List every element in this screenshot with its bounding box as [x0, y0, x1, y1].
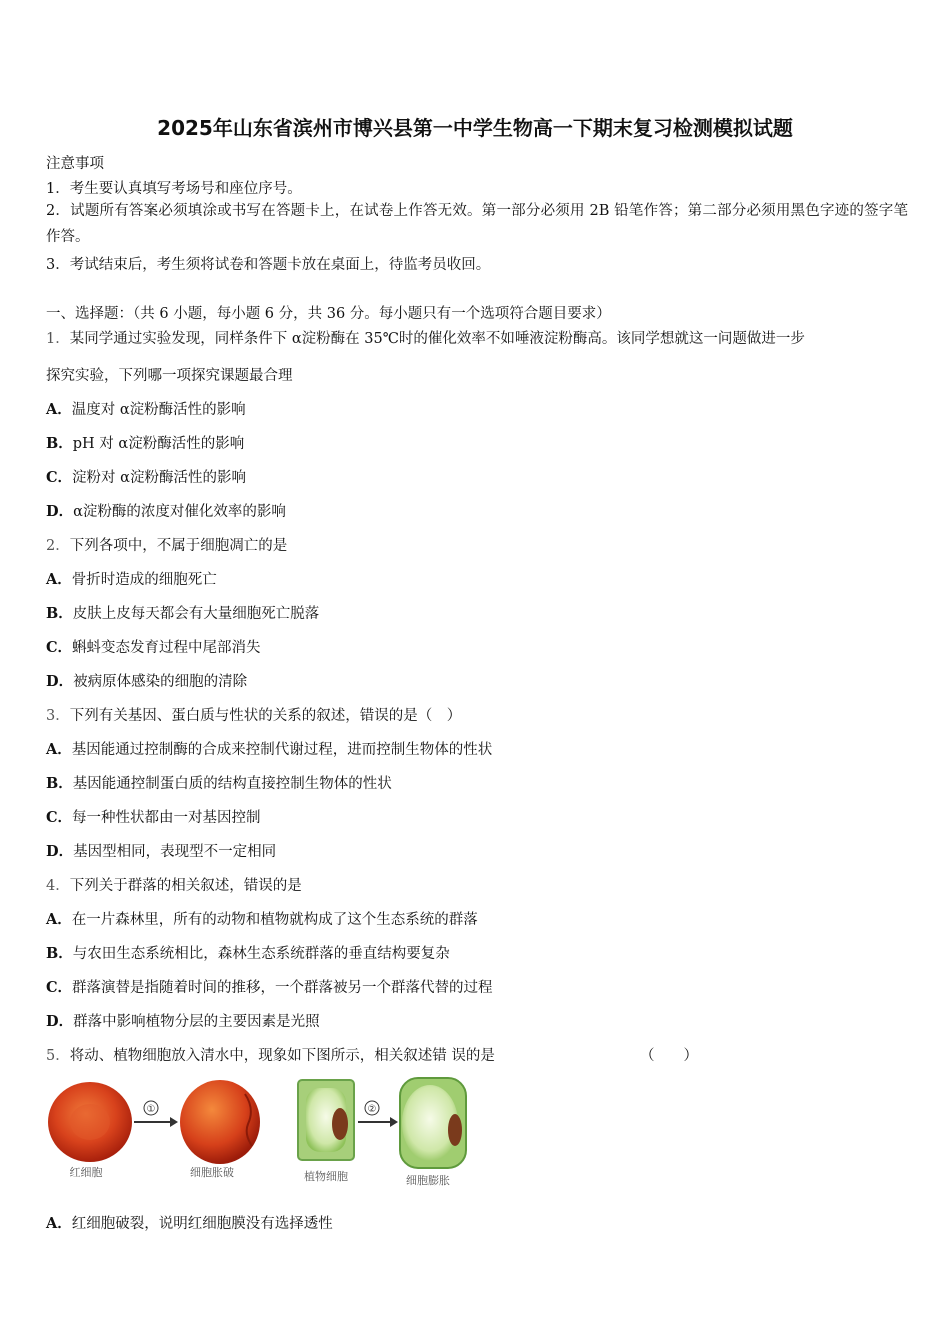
question-4-option-b — [46, 942, 450, 963]
red-blood-cell-icon — [48, 1082, 132, 1162]
arrow-2-icon — [358, 1101, 398, 1127]
cell-osmosis-figure — [40, 1074, 480, 1194]
option-letter: A． — [46, 1215, 72, 1232]
section-heading: 一、选择题：（共 6 小题，每小题 6 分，共 36 分。每小题只有一个选项符合题目要求） — [46, 306, 611, 322]
option-body: 基因型相同，表现型不一定相同 — [73, 844, 277, 860]
answer-bracket: （ ） — [640, 1048, 698, 1064]
notice-heading: 注意事项 — [46, 156, 104, 172]
option-body: α淀粉酶的浓度对催化效率的影响 — [73, 504, 286, 520]
question-3-option-d — [46, 840, 276, 861]
exam-title: 2025年山东省滨州市博兴县第一中学生物高一下期末复习检测模拟试题 — [157, 116, 793, 140]
label-plant-cell: 植物细胞 — [304, 1170, 348, 1183]
question-4-option-c — [46, 976, 493, 997]
question-text: 下列各项中，不属于细胞凋亡的是 — [69, 538, 288, 554]
option-letter: C． — [46, 979, 73, 996]
question-number: 2． — [46, 538, 70, 554]
question-2-option-d — [46, 670, 247, 691]
option-body: 骨折时造成的细胞死亡 — [71, 572, 217, 588]
question-3-option-b — [46, 772, 392, 793]
step-2-label: ② — [367, 1104, 377, 1115]
option-body: 红细胞破裂，说明红细胞膜没有选择透性 — [71, 1216, 333, 1232]
question-2-option-a — [46, 568, 217, 589]
option-letter: A． — [46, 571, 72, 588]
option-body: pH 对 α淀粉酶活性的影响 — [72, 436, 245, 452]
option-text — [46, 436, 244, 452]
option-body: 基因能通过控制酶的合成来控制代谢过程，进而控制生物体的性状 — [71, 742, 493, 758]
option-letter: C． — [46, 639, 73, 656]
option-letter: B． — [46, 945, 73, 962]
question-4-option-a — [46, 908, 478, 929]
option-letter: A． — [46, 401, 72, 418]
option-body: 群落中影响植物分层的主要因素是光照 — [73, 1014, 320, 1030]
option-letter: A． — [46, 741, 72, 758]
option-letter: C． — [46, 809, 73, 826]
question-2-option-b — [46, 602, 319, 623]
question-4-stem — [46, 874, 302, 895]
option-letter: C． — [46, 469, 73, 486]
question-1-option-d — [46, 500, 286, 521]
question-number: 4． — [46, 878, 70, 894]
option-letter: B． — [46, 435, 73, 452]
option-body: 与农田生态系统相比，森林生态系统群落的垂直结构要复杂 — [72, 946, 450, 962]
notice-item-2: 2．试题所有答案必须填涂或书写在答题卡上，在试卷上作答无效。第一部分必须用 2B 铅笔作答；第二部分必须用黑色字迹的签字笔作答。 — [46, 203, 908, 245]
option-body: 被病原体感染的细胞的清除 — [73, 674, 248, 690]
burst-cell-icon — [180, 1080, 260, 1164]
swollen-plant-cell-icon — [400, 1078, 466, 1168]
option-body: 温度对 α淀粉酶活性的影响 — [71, 402, 246, 418]
option-body: 淀粉对 α淀粉酶活性的影响 — [72, 470, 246, 486]
option-body: 蝌蚪变态发育过程中尾部消失 — [72, 640, 261, 656]
option-text — [46, 402, 246, 418]
question-4-option-d — [46, 1010, 320, 1031]
question-number: 1． — [46, 331, 70, 347]
option-letter: D． — [46, 843, 74, 860]
option-body: 在一片森林里，所有的动物和植物就构成了这个生态系统的群落 — [71, 912, 478, 928]
question-1-option-a — [46, 398, 246, 419]
question-3-stem — [46, 704, 461, 725]
option-letter: D． — [46, 673, 74, 690]
notice-item-3: 3．考试结束后，考生须将试卷和答题卡放在桌面上，待监考员收回。 — [46, 257, 491, 273]
option-text — [46, 470, 246, 486]
question-1-stem-cont: 探究实验，下列哪一项探究课题最合理 — [46, 368, 293, 384]
label-burst-cell: 细胞胀破 — [190, 1166, 234, 1179]
question-3-option-c — [46, 806, 261, 827]
question-number: 5． — [46, 1048, 70, 1064]
option-body: 群落演替是指随着时间的推移，一个群落被另一个群落代替的过程 — [72, 980, 493, 996]
plant-cell-icon — [298, 1080, 354, 1160]
option-letter: B． — [46, 775, 73, 792]
question-3-option-a — [46, 738, 492, 759]
question-text: 某同学通过实验发现，同样条件下 α淀粉酶在 35℃时的催化效率不如唾液淀粉酶高。该同学想就这一问题做进一步 — [69, 331, 805, 347]
option-letter: D． — [46, 503, 74, 520]
question-2-option-c — [46, 636, 261, 657]
label-red-blood-cell: 红细胞 — [69, 1166, 103, 1179]
option-letter: D． — [46, 1013, 74, 1030]
option-letter: A． — [46, 911, 72, 928]
question-1-option-c — [46, 466, 246, 487]
question-5-option-a — [46, 1212, 333, 1233]
option-text — [46, 504, 286, 520]
step-1-label: ① — [146, 1104, 156, 1115]
question-number: 3． — [46, 708, 70, 724]
question-1-option-b — [46, 432, 244, 453]
question-5-stem — [46, 1044, 495, 1065]
notice-item-1: 1．考生要认真填写考场号和座位序号。 — [46, 181, 302, 197]
option-body: 皮肤上皮每天都会有大量细胞死亡脱落 — [72, 606, 320, 622]
option-body: 每一种性状都由一对基因控制 — [72, 810, 261, 826]
option-body: 基因能通控制蛋白质的结构直接控制生物体的性状 — [72, 776, 392, 792]
label-swollen-plant-cell: 细胞膨胀 — [406, 1174, 450, 1187]
question-text: 将动、植物细胞放入清水中，现象如下图所示，相关叙述错 误的是 — [69, 1048, 495, 1064]
arrow-1-icon — [134, 1101, 178, 1127]
option-letter: B． — [46, 605, 73, 622]
question-2-stem — [46, 534, 287, 555]
question-1-stem — [46, 327, 805, 348]
question-text: 下列关于群落的相关叙述，错误的是 — [69, 878, 302, 894]
question-text: 下列有关基因、蛋白质与性状的关系的叙述，错误的是（ ） — [69, 708, 462, 724]
cell-osmosis-diagram — [40, 1074, 480, 1194]
